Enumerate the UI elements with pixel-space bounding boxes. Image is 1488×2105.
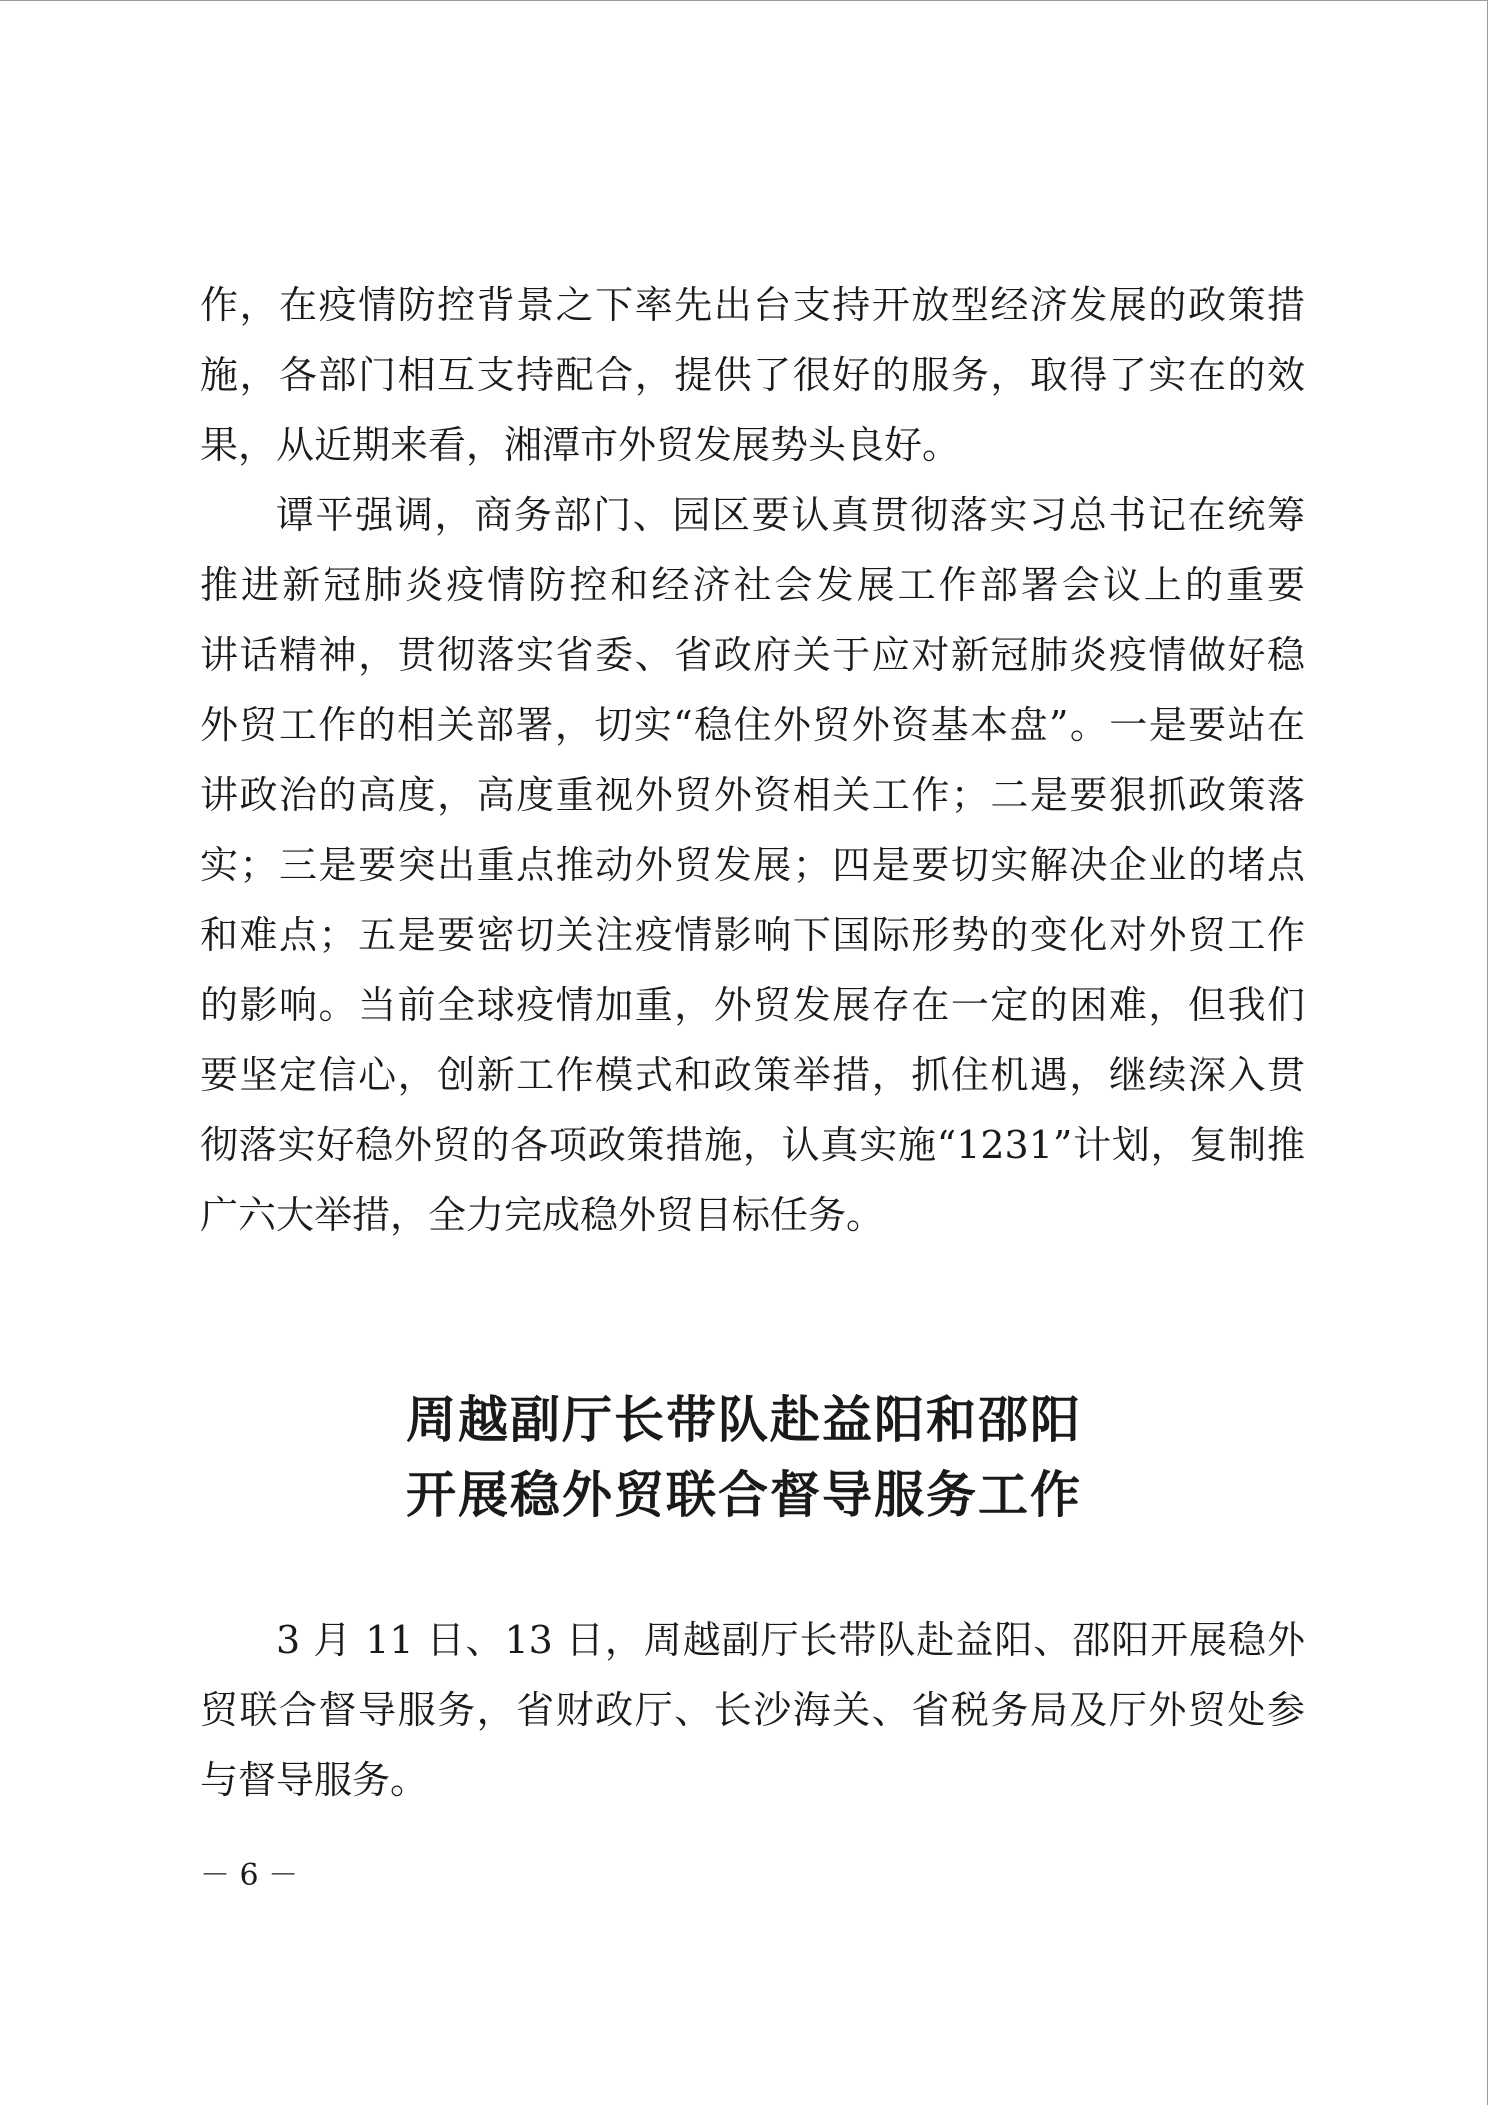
body-text-line: 讲话精神，贯彻落实省委、省政府关于应对新冠肺炎疫情做好稳 bbox=[200, 633, 1305, 677]
body-text-line: 的影响。当前全球疫情加重，外贸发展存在一定的困难，但我们 bbox=[200, 983, 1305, 1027]
body-text-line: 谭平强调，商务部门、园区要认真贯彻落实习总书记在统筹 bbox=[276, 493, 1305, 537]
body-text-line: 贸联合督导服务，省财政厅、长沙海关、省税务局及厅外贸处参 bbox=[200, 1688, 1305, 1732]
body-text-line: 与督导服务。 bbox=[200, 1758, 429, 1802]
body-text-line: 果，从近期来看，湘潭市外贸发展势头良好。 bbox=[200, 423, 961, 467]
page-number: － 6 － bbox=[200, 1858, 299, 1893]
body-text-line: 要坚定信心，创新工作模式和政策举措，抓住机遇，继续深入贯 bbox=[200, 1053, 1305, 1097]
body-text-line: 彻落实好稳外贸的各项政策措施，认真实施“1231”计划，复制推 bbox=[200, 1123, 1305, 1167]
article-title-line: 开展稳外贸联合督导服务工作 bbox=[406, 1466, 1082, 1524]
body-text-line: 和难点；五是要密切关注疫情影响下国际形势的变化对外贸工作 bbox=[200, 913, 1305, 957]
body-text-line: 实；三是要突出重点推动外贸发展；四是要切实解决企业的堵点 bbox=[200, 843, 1305, 887]
body-text-line: 作，在疫情防控背景之下率先出台支持开放型经济发展的政策措 bbox=[200, 283, 1305, 327]
body-text-line: 外贸工作的相关部署，切实“稳住外贸外资基本盘”。一是要站在 bbox=[200, 703, 1305, 747]
body-text-line: 推进新冠肺炎疫情防控和经济社会发展工作部署会议上的重要 bbox=[200, 563, 1305, 607]
body-text-line: 讲政治的高度，高度重视外贸外资相关工作；二是要狠抓政策落 bbox=[200, 773, 1305, 817]
article-title-line: 周越副厅长带队赴益阳和邵阳 bbox=[406, 1391, 1082, 1449]
body-text-line: 3 月 11 日、13 日，周越副厅长带队赴益阳、邵阳开展稳外 bbox=[276, 1618, 1305, 1662]
body-text-line: 广六大举措，全力完成稳外贸目标任务。 bbox=[200, 1193, 885, 1237]
page-top-border bbox=[0, 0, 1488, 1]
body-text-line: 施，各部门相互支持配合，提供了很好的服务，取得了实在的效 bbox=[200, 353, 1305, 397]
